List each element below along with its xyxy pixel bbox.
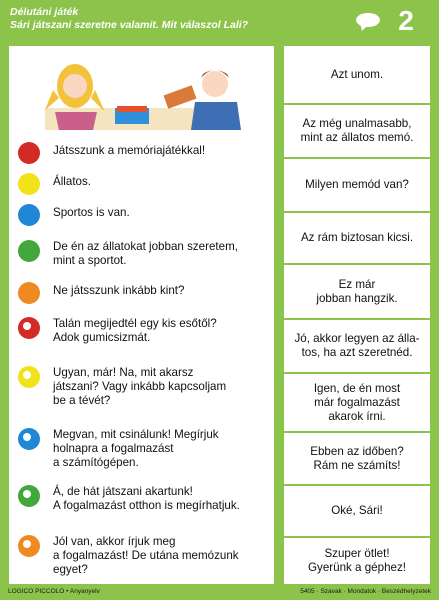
- answer-line: mint az állatos memó.: [300, 131, 414, 144]
- color-dot-icon: [18, 204, 40, 226]
- answer-card-1[interactable]: [284, 46, 430, 103]
- option-line: Sportos is van.: [53, 206, 130, 219]
- option-line: De én az állatokat jobban szeretem,: [53, 240, 238, 253]
- answer-text: [331, 504, 383, 518]
- question-panel: [9, 46, 274, 584]
- speech-bubble-icon: [356, 13, 380, 27]
- answer-card-10[interactable]: [284, 538, 430, 584]
- option-line: Ugyan, már! Na, mit akarsz: [53, 366, 194, 379]
- answer-text: [301, 231, 413, 245]
- footer-left: LOGICO PICCOLO • Anyanyelv: [8, 588, 100, 595]
- answer-line: akarok írni.: [328, 409, 386, 423]
- option-line: be a tévét?: [53, 394, 111, 407]
- option-line: Állatos.: [53, 175, 92, 188]
- option-line: játszani? Vagy inkább kapcsoljam: [53, 380, 227, 393]
- ring-marker-icon: [18, 366, 40, 388]
- children-playing-illustration: [15, 50, 265, 130]
- answer-text: [305, 178, 409, 192]
- option-text: [53, 240, 273, 268]
- color-dot-icon: [18, 173, 40, 195]
- answer-text: [294, 332, 419, 360]
- option-text: [53, 206, 273, 220]
- answer-line: Gyerünk a géphez!: [308, 561, 406, 574]
- answer-line: Milyen memód van?: [305, 178, 409, 191]
- color-dot-icon: [18, 142, 40, 164]
- answer-card-7[interactable]: [284, 374, 430, 431]
- answer-card-5[interactable]: [284, 265, 430, 318]
- option-text: [53, 144, 273, 158]
- answer-line: Azt unom.: [330, 67, 384, 81]
- option-line: Talán megijedtél egy kis esőtől?: [53, 317, 217, 330]
- option-line: Játsszunk a memóriajátékkal!: [53, 144, 206, 157]
- answer-line: tos, ha azt szeretnéd.: [301, 346, 413, 359]
- ring-marker-icon: [18, 428, 40, 450]
- answer-line: Szuper ötlet!: [324, 547, 390, 560]
- option-text: [53, 175, 273, 189]
- option-line: Adok gumicsizmát.: [53, 331, 151, 344]
- option-text: [53, 428, 273, 470]
- answer-card-3[interactable]: [284, 159, 430, 211]
- answer-line: Rám ne számíts!: [313, 458, 401, 472]
- ring-marker-icon: [18, 535, 40, 557]
- option-text: [53, 485, 273, 513]
- answer-line: már fogalmazást: [314, 395, 400, 409]
- answer-card-4[interactable]: [284, 213, 430, 263]
- answer-line: Az rám biztosan kicsi.: [300, 231, 414, 244]
- answer-card-6[interactable]: [284, 320, 430, 372]
- answer-text: [310, 445, 403, 473]
- option-line: a számítógépen.: [53, 456, 139, 469]
- option-line: holnapra a fogalmazást: [53, 442, 174, 455]
- answer-line: Jó, akkor legyen az állа-: [294, 332, 420, 345]
- answer-line: Oké, Sári!: [331, 504, 383, 517]
- answer-line: Ez már: [338, 277, 376, 291]
- answer-card-8[interactable]: [284, 433, 430, 484]
- answer-text: [314, 382, 400, 424]
- answer-card-2[interactable]: [284, 105, 430, 157]
- answer-card-9[interactable]: [284, 486, 430, 536]
- option-line: A fogalmazást otthon is megírhatjuk.: [53, 499, 240, 512]
- option-text: [53, 535, 273, 577]
- ring-marker-icon: [18, 317, 40, 339]
- answer-column: [284, 46, 430, 584]
- option-line: mint a sportot.: [53, 254, 127, 267]
- option-text: [53, 317, 273, 345]
- answer-line: jobban hangzik.: [316, 291, 398, 305]
- option-line: egyet?: [53, 563, 88, 576]
- answer-text: [308, 547, 406, 575]
- color-dot-icon: [18, 240, 40, 262]
- option-line: Á, de hát játszani akartunk!: [53, 485, 193, 498]
- option-line: Jól van, akkor írjuk meg: [53, 535, 176, 548]
- page-number: 2: [398, 5, 414, 36]
- page-title: Délutáni játék: [10, 6, 79, 18]
- footer-right: 5405 · Szavak · Mondatok · Beszédhelyzetek: [300, 588, 431, 595]
- page-subtitle: Sári játszani szeretne valamit. Mit válaszol Lali?: [10, 19, 249, 31]
- option-line: Ne játsszunk inkább kint?: [53, 284, 185, 297]
- answer-line: Ebben az időben?: [310, 444, 404, 458]
- ring-marker-icon: [18, 485, 40, 507]
- answer-line: Igen, de én most: [313, 381, 401, 395]
- color-dot-icon: [18, 282, 40, 304]
- option-line: Megvan, mit csinálunk! Megírjuk: [53, 428, 219, 441]
- answer-text: [316, 278, 397, 306]
- option-text: [53, 366, 273, 408]
- answer-line: Az még unalmasabb,: [302, 117, 412, 130]
- option-text: [53, 284, 273, 298]
- answer-text: [301, 117, 414, 145]
- option-line: a fogalmazást! De utána memózunk: [53, 549, 239, 562]
- answer-text: [331, 68, 383, 82]
